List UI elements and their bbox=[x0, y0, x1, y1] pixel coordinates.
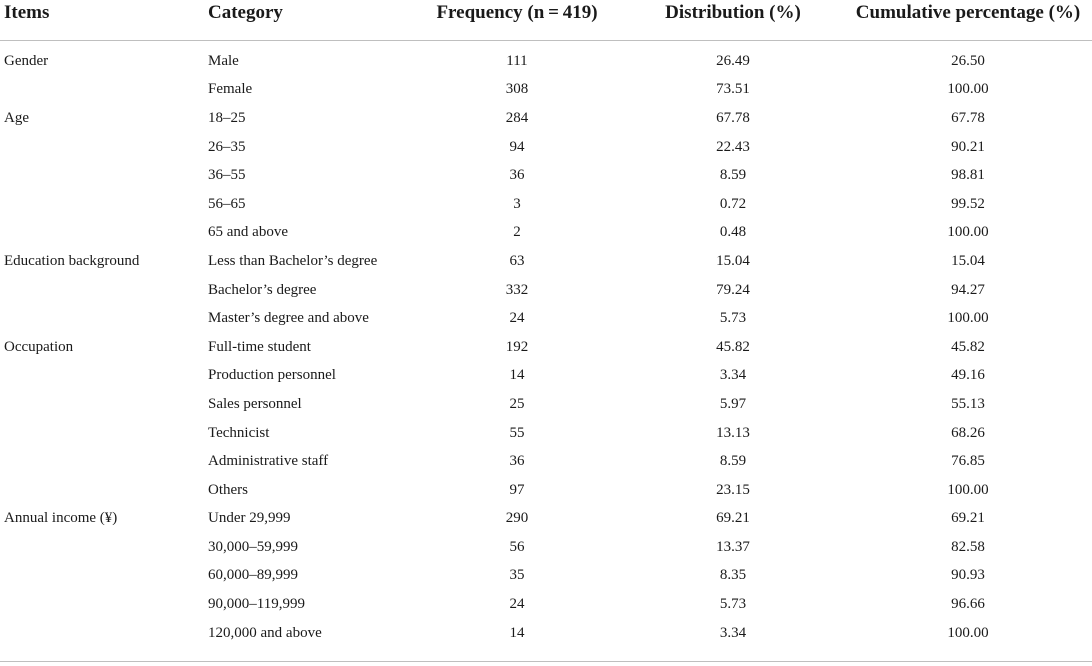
cell-cumulative: 100.00 bbox=[947, 310, 989, 327]
cell-item bbox=[0, 133, 204, 162]
table-row bbox=[0, 161, 1092, 190]
cell-distribution: 67.78 bbox=[716, 109, 750, 126]
cell-category: Under 29,999 bbox=[208, 510, 291, 527]
cell-cumulative: 100.00 bbox=[947, 624, 989, 641]
cell-item: Age bbox=[4, 109, 29, 126]
cell-cumulative: 45.82 bbox=[951, 338, 985, 355]
header-row bbox=[0, 0, 1092, 41]
cell-cumulative: 49.16 bbox=[951, 367, 985, 384]
cell-frequency: 97 bbox=[509, 481, 525, 498]
cell-distribution: 73.51 bbox=[716, 81, 750, 98]
cell-item bbox=[0, 161, 204, 190]
header-items: Items bbox=[0, 0, 204, 41]
cell-cumulative: 67.78 bbox=[951, 109, 985, 126]
cell-distribution: 22.43 bbox=[716, 138, 750, 155]
cell-cumulative: 100.00 bbox=[947, 81, 989, 98]
cell-frequency: 36 bbox=[509, 453, 525, 470]
cell-frequency: 24 bbox=[509, 310, 525, 327]
cell-category: Others bbox=[208, 481, 248, 498]
table-body bbox=[0, 41, 1092, 648]
cell-frequency: 56 bbox=[509, 538, 525, 555]
cell-distribution: 3.34 bbox=[719, 367, 747, 384]
cell-category: 30,000–59,999 bbox=[208, 538, 298, 555]
cell-item: Occupation bbox=[4, 338, 74, 355]
cell-cumulative: 96.66 bbox=[951, 596, 985, 613]
table-row bbox=[0, 476, 1092, 505]
table-row bbox=[0, 190, 1092, 219]
cell-distribution: 5.73 bbox=[719, 596, 747, 613]
cell-item: Education background bbox=[4, 252, 140, 269]
cell-frequency: 25 bbox=[509, 395, 525, 412]
header-category: Category bbox=[204, 0, 412, 41]
cell-frequency: 192 bbox=[505, 338, 529, 355]
cell-distribution: 79.24 bbox=[716, 281, 750, 298]
table-row bbox=[0, 447, 1092, 476]
cell-distribution: 45.82 bbox=[716, 338, 750, 355]
cell-category: Master’s degree and above bbox=[208, 310, 369, 327]
cell-cumulative: 15.04 bbox=[951, 252, 985, 269]
cell-distribution: 23.15 bbox=[716, 481, 750, 498]
table-row bbox=[0, 333, 1092, 362]
cell-distribution: 8.59 bbox=[719, 167, 747, 184]
cell-distribution: 13.13 bbox=[716, 424, 750, 441]
table-row bbox=[0, 133, 1092, 162]
cell-category: 36–55 bbox=[208, 167, 246, 184]
cell-frequency: 308 bbox=[505, 81, 529, 98]
cell-cumulative: 26.50 bbox=[951, 52, 985, 69]
cell-item: Gender bbox=[4, 52, 49, 69]
cell-item bbox=[0, 590, 204, 619]
cell-category: Female bbox=[208, 81, 253, 98]
cell-distribution: 5.97 bbox=[719, 395, 747, 412]
cell-cumulative: 98.81 bbox=[951, 167, 985, 184]
cell-distribution: 0.48 bbox=[719, 224, 747, 241]
cell-category: Male bbox=[208, 52, 239, 69]
cell-item bbox=[0, 276, 204, 305]
cell-frequency: 14 bbox=[509, 367, 525, 384]
cell-category: Less than Bachelor’s degree bbox=[208, 252, 378, 269]
cell-distribution: 26.49 bbox=[716, 52, 750, 69]
cell-category: Production personnel bbox=[208, 367, 336, 384]
cell-cumulative: 94.27 bbox=[951, 281, 985, 298]
cell-frequency: 36 bbox=[509, 167, 525, 184]
table-row bbox=[0, 76, 1092, 105]
cell-item bbox=[0, 619, 204, 648]
table-row bbox=[0, 219, 1092, 248]
cell-distribution: 69.21 bbox=[716, 510, 750, 527]
table-row bbox=[0, 390, 1092, 419]
cell-distribution: 5.73 bbox=[719, 310, 747, 327]
table-header bbox=[0, 0, 1092, 41]
cell-item: Annual income (¥) bbox=[4, 510, 118, 527]
table-row bbox=[0, 247, 1092, 276]
cell-category: Bachelor’s degree bbox=[208, 281, 317, 298]
cell-frequency: 111 bbox=[506, 52, 528, 69]
cell-category: 56–65 bbox=[208, 195, 246, 212]
cell-distribution: 8.59 bbox=[719, 453, 747, 470]
cell-item bbox=[0, 362, 204, 391]
cell-distribution: 0.72 bbox=[719, 195, 747, 212]
cell-frequency: 3 bbox=[513, 195, 521, 212]
table-row bbox=[0, 562, 1092, 591]
header-frequency: Frequency (n = 419) bbox=[412, 0, 622, 41]
table-row bbox=[0, 276, 1092, 305]
cell-frequency: 55 bbox=[509, 424, 525, 441]
cell-category: 90,000–119,999 bbox=[208, 596, 305, 613]
cell-distribution: 15.04 bbox=[716, 252, 750, 269]
cell-cumulative: 90.21 bbox=[951, 138, 985, 155]
cell-frequency: 332 bbox=[505, 281, 529, 298]
cell-category: 120,000 and above bbox=[208, 624, 322, 641]
cell-cumulative: 99.52 bbox=[951, 195, 985, 212]
cell-cumulative: 100.00 bbox=[947, 481, 989, 498]
cell-category: 26–35 bbox=[208, 138, 246, 155]
table-row bbox=[0, 619, 1092, 648]
cell-item bbox=[0, 562, 204, 591]
cell-distribution: 8.35 bbox=[719, 567, 747, 584]
table-row bbox=[0, 362, 1092, 391]
table-row bbox=[0, 104, 1092, 133]
cell-item bbox=[0, 419, 204, 448]
cell-category: Sales personnel bbox=[208, 395, 302, 412]
cell-category: 60,000–89,999 bbox=[208, 567, 298, 584]
cell-item bbox=[0, 390, 204, 419]
cell-cumulative: 76.85 bbox=[951, 453, 985, 470]
cell-distribution: 13.37 bbox=[716, 538, 750, 555]
cell-category: Technicist bbox=[208, 424, 270, 441]
table-row bbox=[0, 505, 1092, 534]
cell-category: Administrative staff bbox=[208, 453, 329, 470]
cell-frequency: 94 bbox=[509, 138, 525, 155]
cell-distribution: 3.34 bbox=[719, 624, 747, 641]
cell-frequency: 24 bbox=[509, 596, 525, 613]
cell-cumulative: 55.13 bbox=[951, 395, 985, 412]
table-row bbox=[0, 590, 1092, 619]
cell-category: Full-time student bbox=[208, 338, 311, 355]
header-distribution: Distribution (%) bbox=[622, 0, 844, 41]
cell-cumulative: 90.93 bbox=[951, 567, 985, 584]
cell-item bbox=[0, 533, 204, 562]
cell-frequency: 2 bbox=[513, 224, 521, 241]
cell-frequency: 290 bbox=[505, 510, 529, 527]
table-row bbox=[0, 41, 1092, 76]
cell-frequency: 63 bbox=[509, 252, 525, 269]
cell-frequency: 14 bbox=[509, 624, 525, 641]
table-row bbox=[0, 533, 1092, 562]
cell-item bbox=[0, 76, 204, 105]
cell-item bbox=[0, 190, 204, 219]
cell-cumulative: 69.21 bbox=[951, 510, 985, 527]
cell-cumulative: 68.26 bbox=[951, 424, 985, 441]
cell-item bbox=[0, 219, 204, 248]
cell-category: 18–25 bbox=[208, 109, 246, 126]
cell-item bbox=[0, 304, 204, 333]
cell-category: 65 and above bbox=[208, 224, 288, 241]
cell-frequency: 284 bbox=[505, 109, 529, 126]
cell-item bbox=[0, 447, 204, 476]
cell-item bbox=[0, 476, 204, 505]
table-row bbox=[0, 419, 1092, 448]
table-bottom-rule bbox=[0, 661, 1092, 662]
cell-frequency: 35 bbox=[509, 567, 525, 584]
cell-cumulative: 82.58 bbox=[951, 538, 985, 555]
table-row bbox=[0, 304, 1092, 333]
header-cumulative: Cumulative percentage (%) bbox=[844, 0, 1092, 41]
cell-cumulative: 100.00 bbox=[947, 224, 989, 241]
